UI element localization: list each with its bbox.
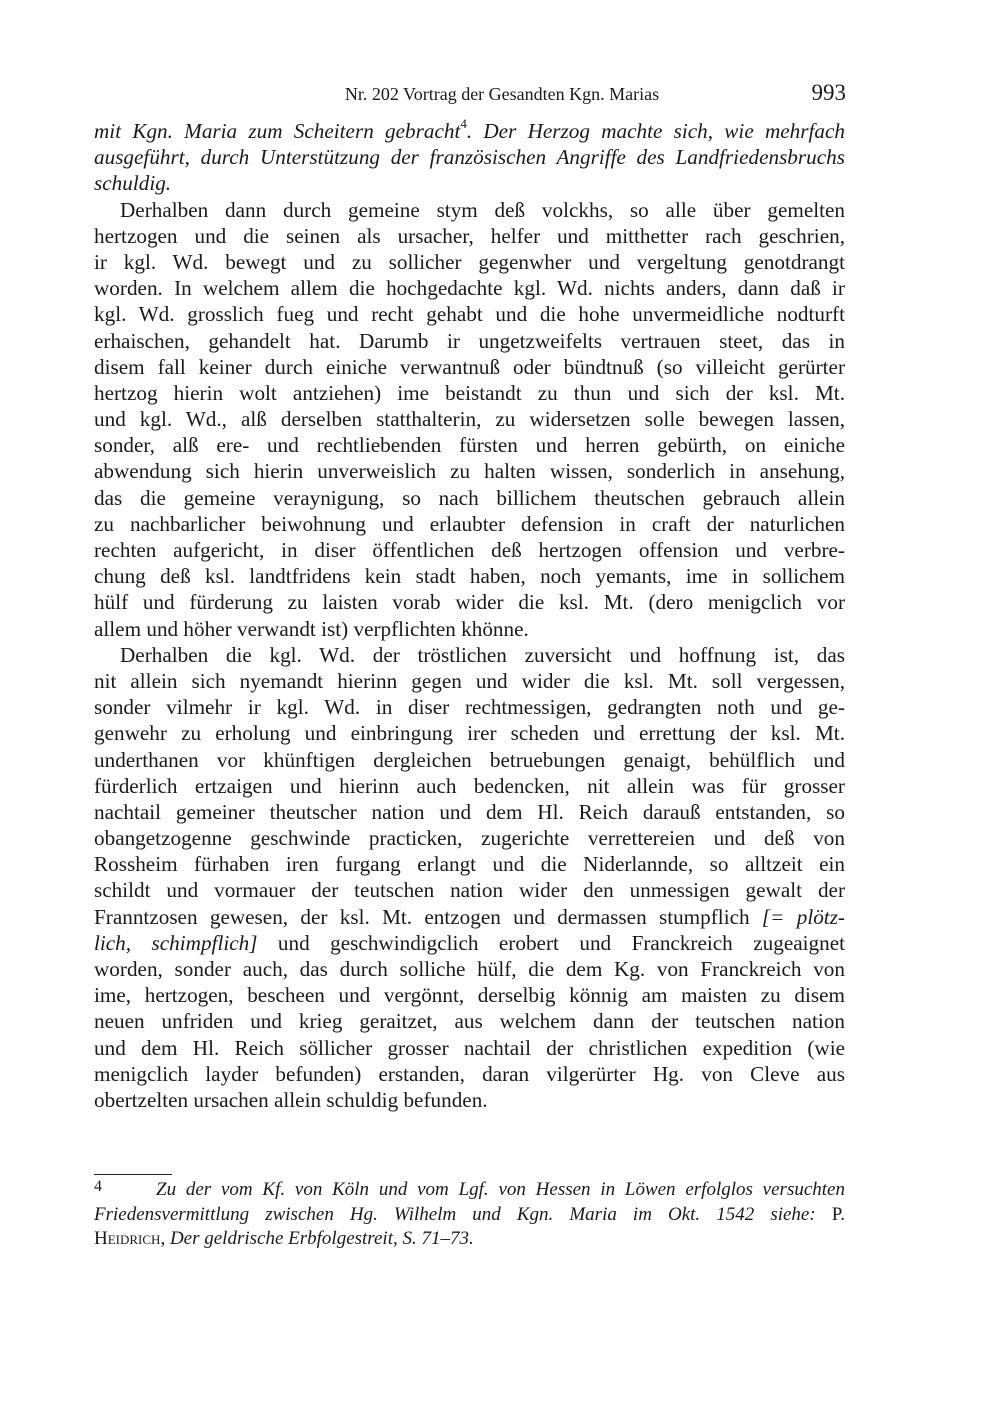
line-text: und kgl. Wd., alß derselben statthalterin, zu widersetzen solle bewegen lassen, [94,407,845,432]
text-line [94,1061,845,1087]
text-line [94,223,845,249]
text-line [94,799,845,825]
line-text: allem und höher verwandt ist) verpflichten khönne. [94,616,529,641]
text-line [94,380,845,406]
text-line [94,485,845,511]
footnote-text: , Der geldrische Erbfolgestreit, S. 71–73. [160,1228,474,1249]
line-text: hülf und fürderung zu laisten vorab wider die ksl. Mt. (dero menigclich vor [94,590,845,615]
text-line [94,115,845,144]
footnote [94,1178,845,1252]
line-text: nit allein sich nyemandt hierinn gegen und wider die ksl. Mt. soll vergessen, [94,668,845,693]
line-text: schildt und vormauer der teutschen nation wider den unmessigen gewalt der [94,878,845,903]
line-text: Rossheim fürhaben iren furgang erlangt und die Niderlannde, so alltzeit ein [94,852,845,877]
line-text: menigclich layder befunden) erstanden, daran vilgerürter Hg. von Cleve aus [94,1061,845,1086]
text-line [94,668,845,694]
text-line [94,1008,845,1034]
footnote-text: Friedensvermittlung zwischen Hg. Wilhelm und Kgn. Maria im Okt. 1542 siehe: [94,1203,816,1225]
text-line [94,144,845,170]
line-text: genwehr zu erholung und einbringung irer scheden und errettung der ksl. Mt. [94,721,845,746]
editorial-note: [= plötz- [761,904,845,929]
line-text: worden, sonder auch, das durch solliche hülf, die dem Kg. von Franckreich von [94,957,845,981]
text-line [94,642,845,668]
line-text: und geschwindigclich erobert und Franckreich zugeaignet [257,930,845,955]
line-text: ime, hertzogen, bescheen und vergönnt, derselbig könnig am maisten zu disem [94,983,845,1008]
line-text: Derhalben die kgl. Wd. der tröstlichen zuversicht und hoffnung ist, das [120,642,845,667]
running-head [0,80,1004,108]
text-line [94,616,845,642]
line-text: Derhalben dann durch gemeine stym deß volckhs, so alle über gemelten [120,197,845,222]
footnote-text: Zu der vom Kf. von Köln und vom Lgf. von Hessen in Löwen erfolglos versuchten [156,1179,845,1200]
footnote-number: 4 [94,1178,102,1195]
text-line [94,197,845,223]
text-line [94,956,845,982]
text-line [94,537,845,563]
line-text: ir kgl. Wd. bewegt und zu sollicher gegenwher und vergeltung genotdrangt [94,249,845,274]
text-line [94,1035,845,1061]
line-text: nachtail gemeiner theutscher nation und dem Hl. Reich darauß entstanden, so [94,799,845,824]
text-line [94,720,845,746]
text-line [94,170,845,196]
text-line [94,511,845,537]
footnote-text: P. [815,1203,845,1225]
text-line [94,747,845,773]
line-text: underthanen vor khünftigen dergleichen betruebungen genaigt, behülflich und [94,747,845,772]
line-text: fürderlich ertzaigen und hierinn auch bedencken, nit allein was für grosser [94,773,845,798]
line-text: neuen unfriden und krieg geraitzet, aus welchem dann der teutschen nation [94,1009,845,1034]
text-line [94,589,845,615]
text-line [94,249,845,275]
line-text: sonder vilmehr ir kgl. Wd. in diser rechtmessigen, gedrangten noth und ge- [94,695,845,720]
line-text: obangetzogenne geschwinde practicken, zugerichte verrettereien und deß von [94,826,845,851]
running-title: Nr. 202 Vortrag der Gesandten Kgn. Marias [344,84,660,104]
editorial-summary: mit Kgn. Maria zum Scheitern gebracht [94,119,461,143]
footnote-line [94,1227,845,1252]
page-number: 993 [811,80,846,105]
text-line [94,877,845,903]
editorial-summary: ausgeführt, durch Unterstützung der französischen Angriffe des Landfriedensbruchs [94,145,845,170]
editorial-summary: . Der Herzog machte sich, wie mehrfach [466,119,845,143]
editorial-summary: schuldig. [94,171,172,196]
line-text: sonder, alß ere- und rechtliebenden fürsten und herren gebürth, on einiche [94,433,845,458]
footnote-marker: 4 [460,115,467,131]
text-line [94,354,845,380]
text-line [94,458,845,484]
text-line [94,694,845,720]
body-text [94,115,845,1113]
text-line [94,930,845,956]
text-line [94,982,845,1008]
line-text: und dem Hl. Reich söllicher grosser nachtail der christlichen expedition (wie [94,1035,845,1060]
line-text: chung deß ksl. landtfridens kein stadt haben, noch yemants, ime in sollichem [94,564,845,589]
footnote-line [94,1203,845,1228]
line-text: Franntzosen gewesen, der ksl. Mt. entzogen und dermassen stumpflich [94,904,762,929]
text-line [94,328,845,354]
text-line [94,563,845,589]
text-line [94,904,845,930]
footnote-author: Heidrich [94,1228,161,1249]
line-text: hertzogen und die seinen als ursacher, helfer und mitthetter rach geschrien, [94,223,845,248]
line-text: abwendung sich hierin unverweislich zu halten wissen, sonderlich in ansehung, [94,459,845,484]
line-text: disem fall keiner durch einiche verwantnuß oder bündtnuß (so villeicht gerürter [94,354,845,379]
line-text: das die gemeine veraynigung, so nach billichem theutschen gebrauch allein [94,485,845,510]
line-text: erhaischen, gehandelt hat. Darumb ir ungetzweifelts vertrauen steet, das in [94,328,845,353]
text-line [94,1087,845,1113]
text-line [94,406,845,432]
line-text: kgl. Wd. grosslich fueg und recht gehabt und die hohe unvermeidliche nodturft [94,302,845,327]
editorial-note: lich, schimpflich] [94,930,258,955]
text-line [94,275,845,301]
footnote-line [94,1178,845,1203]
line-text: rechten aufgericht, in diser öffentlichen deß hertzogen offension und verbre- [94,538,845,562]
line-text: worden. In welchem allem die hochgedachte kgl. Wd. nichts anders, dann daß ir [94,276,845,301]
text-line [94,851,845,877]
text-line [94,301,845,327]
text-line [94,773,845,799]
line-text: zu nachbarlicher beiwohnung und erlaubter defension in craft der naturlichen [94,511,845,536]
text-line [94,825,845,851]
line-text: hertzog hierin wolt antziehen) ime beistandt zu thun und sich der ksl. Mt. [94,380,845,405]
line-text: obertzelten ursachen allein schuldig befunden. [94,1087,488,1112]
text-line [94,432,845,458]
